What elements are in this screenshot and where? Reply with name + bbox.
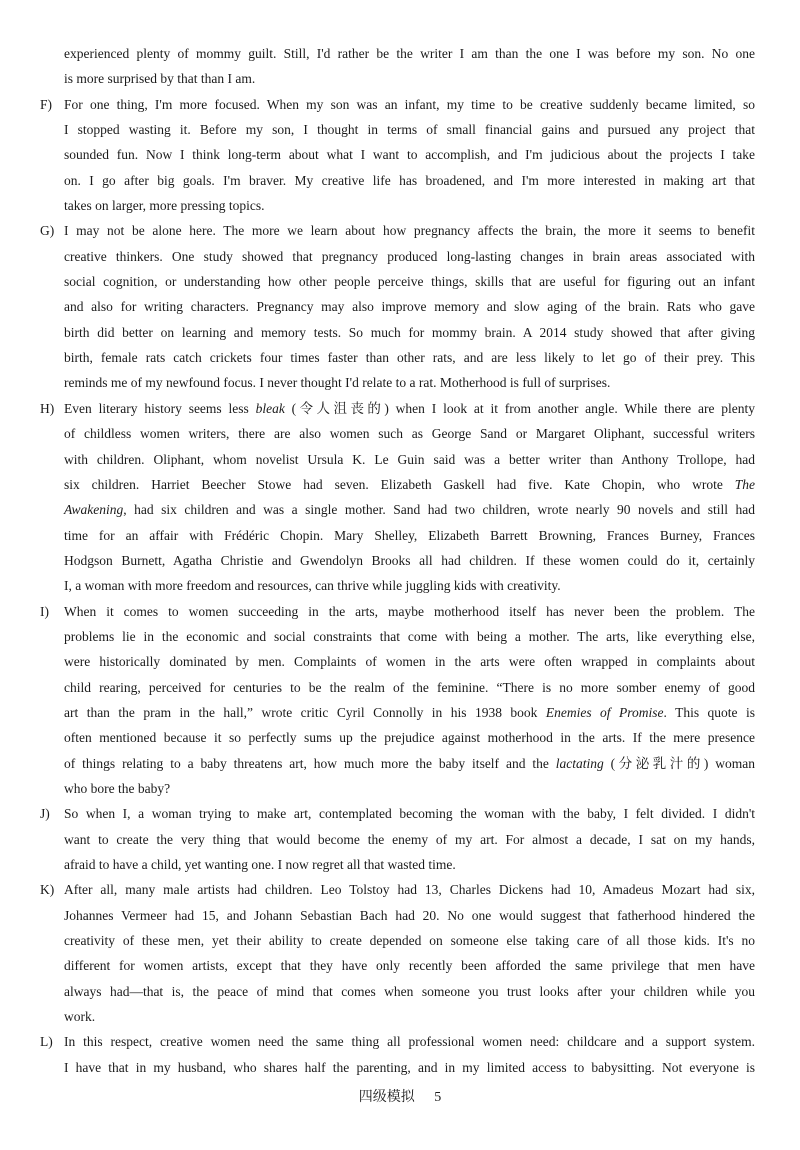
text-line: often mentioned because it so perfectly sums up the prejudice against motherhood in the arts. If the mere presence [64, 730, 755, 746]
document-body [0, 41, 800, 1080]
text-line: want to create the very thing that would become the enemy of my art. For almost a decade, I sat on my hands, [64, 831, 755, 847]
text-segment: of things relating to a baby threatens art, how much more the baby itself and the [64, 755, 556, 771]
paragraph-h [0, 396, 800, 599]
text-segment: art than the pram in the hall,” wrote critic Cyril Connolly in his 1938 book [64, 704, 546, 720]
paragraph-i [0, 599, 800, 802]
text-segment: Even literary history seems less [64, 400, 256, 416]
text-line: on. I go after big goals. I'm braver. My creative life has broadened, and I'm more interested in making art that [64, 172, 755, 188]
text-line: birth did better on learning and memory tests. So much for mommy brain. A 2014 study showed that after giving [64, 324, 755, 340]
paragraph-k [0, 877, 800, 1029]
footer-title: 四级模拟 [358, 1090, 415, 1105]
paragraph-f [0, 92, 800, 219]
page-number: 5 [434, 1090, 442, 1105]
paragraph-l [0, 1029, 800, 1080]
italic-term: Enemies of Promise [545, 704, 664, 720]
text-segment: (令人沮丧的) when I look at it from another angle. While there are plenty [284, 400, 756, 416]
paragraph-label: I) [40, 603, 49, 619]
text-line [64, 396, 755, 421]
text-line: So when I, a woman trying to make art, contemplated becoming the woman with the baby, I felt divided. I didn't [64, 806, 755, 822]
text-line: problems lie in the economic and social constraints that come with being a mother. The arts, like everything else, [64, 628, 755, 644]
text-line: birth, female rats catch crickets four times faster than other rats, and are less likely to let go of their prey. This [64, 350, 755, 366]
paragraph-j [0, 801, 800, 877]
paragraph-label: L) [40, 1034, 53, 1050]
text-segment: six children. Harriet Beecher Stowe had seven. Elizabeth Gaskell had five. Kate Chopin, who wrote [64, 476, 735, 492]
text-line: I have that in my husband, who shares half the parenting, and in my limited access to babysitting. Not everyone is [64, 1059, 755, 1075]
text-line: child rearing, perceived for centuries to be the realm of the feminine. “There is no more somber enemy of good [64, 679, 755, 695]
text-line: I may not be alone here. The more we learn about how pregnancy affects the brain, the more it seems to benefit [64, 223, 755, 239]
text-line [64, 472, 755, 497]
text-segment: . This quote is [663, 704, 755, 720]
text-line: work. [64, 1009, 96, 1025]
italic-term: bleak [255, 400, 285, 416]
text-line: different for women artists, except that they have only recently been afforded the same privilege that men have [64, 958, 755, 974]
text-line: Hodgson Burnett, Agatha Christie and Gwendolyn Brooks all had children. If these women could do it, certainly [64, 552, 755, 568]
text-line: creativity of these men, yet their ability to create depended on someone else taking care of all those kids. It's no [64, 933, 755, 949]
text-line: After all, many male artists had children. Leo Tolstoy had 13, Charles Dickens had 10, Amadeus Mozart had six, [64, 882, 755, 898]
text-line: I stopped wasting it. Before my son, I thought in terms of small financial gains and pursued any project that [64, 122, 755, 138]
paragraph-label: F) [40, 96, 53, 112]
text-line: time for an affair with Frédéric Chopin. Mary Shelley, Elizabeth Barrett Browning, Frances Burney, Frances [64, 527, 755, 543]
text-line: I, a woman with more freedom and resources, can thrive while juggling kids with creativity. [64, 578, 561, 594]
text-line [64, 700, 755, 725]
text-line: experienced plenty of mommy guilt. Still, I'd rather be the writer I am than the one I was before my son. No one [64, 46, 755, 61]
text-line: In this respect, creative women need the same thing all professional women need: childcare and a support system. [64, 1034, 755, 1050]
paragraph-label: K) [40, 882, 55, 898]
text-line: were historically dominated by men. Complaints of women in the arts were often wrapped in complaints about [64, 654, 755, 670]
text-line: Johannes Vermeer had 15, and Johann Sebastian Bach had 20. No one would suggest that fatherhood hindered the [64, 907, 755, 923]
italic-term: The [734, 476, 755, 492]
italic-term: lactating [555, 755, 604, 771]
text-line [64, 751, 755, 776]
text-line: with children. Oliphant, whom novelist Ursula K. Le Guin said was a better writer than Anthony Trollope, had [64, 451, 755, 467]
text-line: of childless women writers, there are also women such as George Sand or Margaret Oliphant, successful writers [64, 426, 755, 442]
page-footer [0, 1086, 800, 1106]
text-line [64, 497, 755, 522]
text-line: For one thing, I'm more focused. When my son was an infant, my time to be creative suddenly became limited, so [64, 96, 755, 112]
text-segment: (分泌乳汁的) woman [603, 755, 756, 771]
paragraph-continued [0, 41, 800, 92]
text-line: creative thinkers. One study showed that pregnancy produced long-lasting changes in brain areas associated with [64, 248, 755, 264]
text-line: who bore the baby? [64, 780, 171, 796]
text-line: afraid to have a child, yet wanting one. I now regret all that wasted time. [64, 857, 456, 872]
text-line: When it comes to women succeeding in the arts, maybe motherhood itself has never been the problem. The [64, 603, 755, 619]
text-line: takes on larger, more pressing topics. [64, 198, 265, 214]
italic-term: Awakening [64, 502, 124, 518]
text-line: sounded fun. Now I think long-term about what I want to accomplish, and I'm judicious about the projects I take [64, 147, 755, 163]
text-line: is more surprised by that than I am. [64, 71, 256, 87]
text-line: reminds me of my newfound focus. I never thought I'd relate to a rat. Motherhood is full of surprises. [64, 375, 611, 391]
text-line: social cognition, or understanding how other people perceive things, skills that are useful for figuring out an infant [64, 274, 755, 290]
paragraph-g [0, 218, 800, 395]
paragraph-label: G) [40, 223, 55, 239]
paragraph-label: J) [40, 806, 50, 822]
paragraph-label: H) [40, 400, 55, 416]
text-line: always had—that is, the peace of mind that comes when someone you trust looks after your children while you [64, 983, 755, 999]
text-line: and also for writing characters. Pregnancy may also improve memory and slow aging of the brain. Rats who gave [64, 299, 755, 315]
text-segment: , had six children and was a single mother. Sand had two children, wrote nearly 90 novels and still had [123, 502, 755, 518]
